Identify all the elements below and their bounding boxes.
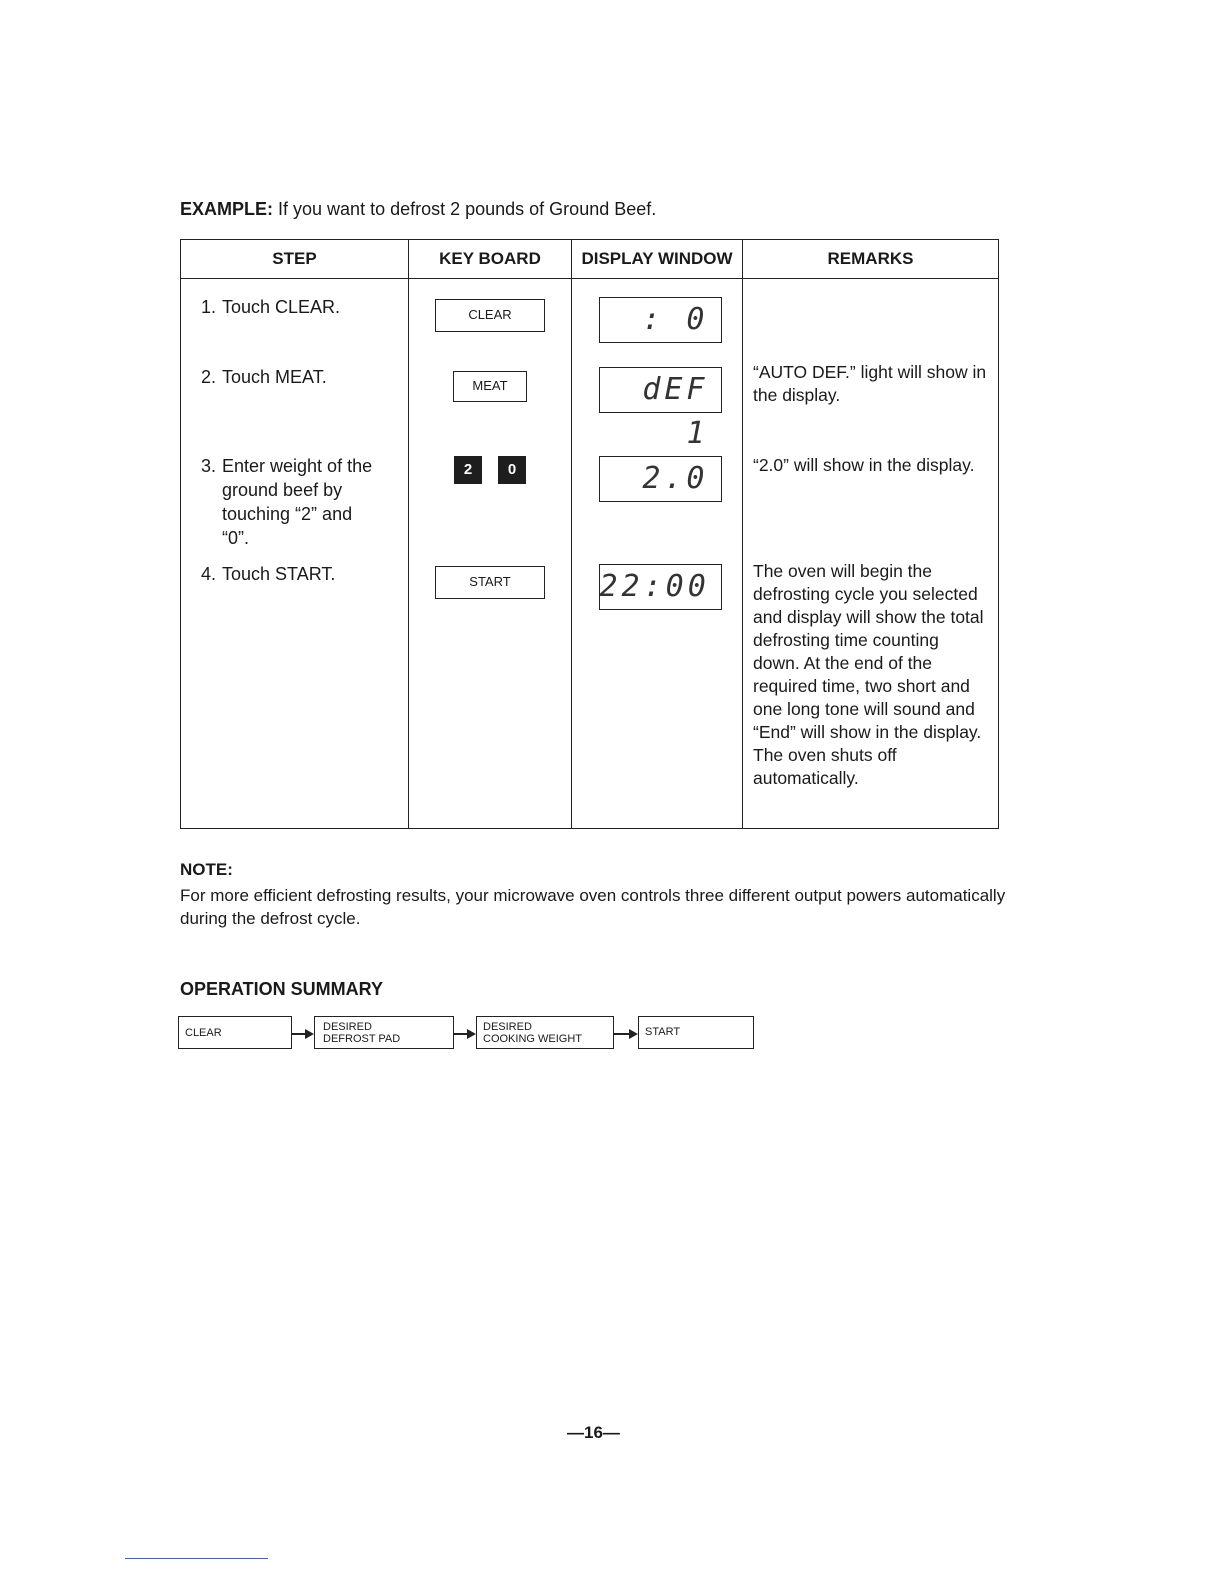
header-step: STEP [181, 240, 409, 279]
header-remarks: REMARKS [743, 240, 999, 279]
step-1: 1. Touch CLEAR. [201, 297, 341, 317]
step-2: 2. Touch MEAT. [201, 366, 327, 387]
remark-3: “2.0” will show in the display. [753, 454, 975, 475]
operation-summary-title: OPERATION SUMMARY [180, 979, 384, 999]
remark-4: The oven will begin the defrosting cycle you selected and display will show the total defrosting time counting down. At the end of the required time, two short and one long tone will sound and “End” will show in the display. The oven shuts off automatically. [753, 560, 984, 788]
flow-step-defrost-pad: DESIRED DEFROST PAD [314, 1016, 454, 1049]
footer-divider [125, 1558, 268, 1559]
flow-arrow-icon [614, 1033, 636, 1035]
table-row [181, 448, 999, 558]
flow-step-clear: CLEAR [178, 1016, 292, 1049]
note-title: NOTE: [180, 860, 233, 879]
display-window-2: dEF 1 [599, 367, 722, 413]
example-steps-table [180, 239, 999, 829]
number-key-2: 2 [454, 456, 482, 484]
start-key: START [435, 566, 545, 599]
display-window-4: 22:00 [599, 564, 722, 610]
flow-step-start: START [638, 1016, 754, 1049]
operation-summary-flow [0, 1016, 1224, 1049]
flow-arrow-icon [292, 1033, 312, 1035]
flow-arrow-icon [454, 1033, 474, 1035]
number-keys [409, 456, 571, 484]
page-number: —16— [567, 1423, 620, 1442]
meat-key: MEAT [453, 371, 527, 402]
display-window-3: 2.0 [599, 456, 722, 502]
remark-1 [743, 279, 998, 289]
display-window-1: : 0 [599, 297, 722, 343]
clear-key: CLEAR [435, 299, 545, 332]
note-text: For more efficient defrosting results, your microwave oven controls three different output powers automatically during the defrost cycle. [180, 886, 1006, 928]
remark-2: “AUTO DEF.” light will show in the display. [753, 361, 987, 405]
example-line [180, 199, 656, 220]
example-text: If you want to defrost 2 pounds of Ground Beef. [273, 199, 657, 219]
table-row [181, 558, 999, 829]
number-key-0: 0 [498, 456, 526, 484]
step-3: 3. Enter weight of the ground beef by touching “2” and “0”. [201, 455, 373, 548]
example-label: EXAMPLE: [180, 199, 274, 219]
table-row [181, 279, 999, 359]
header-display-window: DISPLAY WINDOW [572, 240, 743, 279]
header-keyboard: KEY BOARD [409, 240, 572, 279]
step-4: 4. Touch START. [201, 563, 336, 584]
table-row [181, 359, 999, 448]
flow-step-cooking-weight: DESIRED COOKING WEIGHT [476, 1016, 614, 1049]
